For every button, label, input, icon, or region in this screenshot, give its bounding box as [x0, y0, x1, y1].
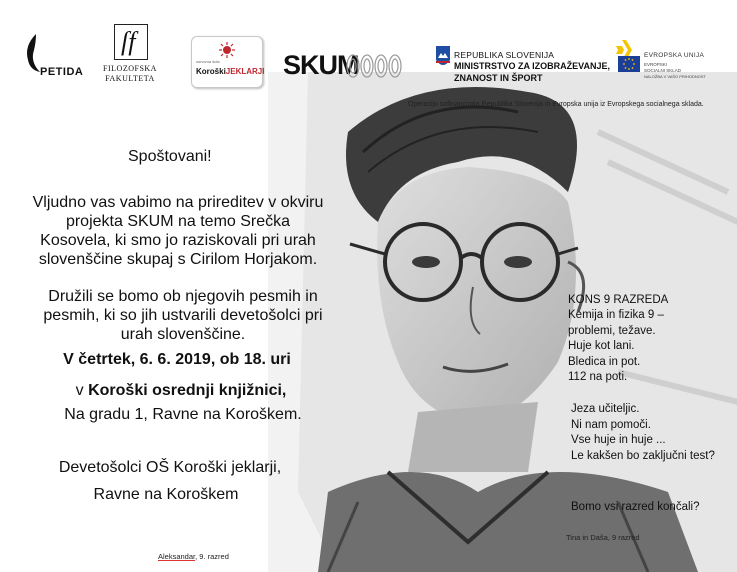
ministry-line1: REPUBLIKA SLOVENIJA [454, 50, 555, 60]
eu-flag-icon [618, 56, 640, 72]
ff-emblem-icon: ſf [114, 24, 148, 60]
event-address: Na gradu 1, Ravne na Koroškem. [64, 406, 302, 423]
eu-line4: NALOŽBA V VAŠO PRIHODNOST [644, 74, 706, 79]
event-venue: v Koroški osrednji knjižnici, [75, 382, 287, 399]
poem-stanza-2: Jeza učiteljic. Ni nam pomoči. Vse huje in huje ... Le kakšen bo zaključni test? [571, 403, 715, 462]
sun-cog-icon [219, 42, 235, 58]
slovenia-crest-icon [436, 46, 450, 70]
event-date-time: V četrtek, 6. 6. 2019, ob 18. uri [63, 351, 291, 368]
organizer-line-2: Ravne na Koroškem [93, 486, 239, 503]
poem-title: KONS 9 RAZREDA [568, 294, 669, 306]
kj-logo-name: KoroškiJEKLARJI [196, 67, 265, 76]
poem-last-line: Bomo vsi razred končali? [571, 501, 700, 513]
ff-logo-line1: FILOZOFSKA [103, 64, 157, 73]
petida-logo-text: PETIDA [40, 66, 84, 78]
invitation-paragraph-2: Družili se bomo ob njegovih pesmih in pesmih, ki so jih ustvarili devetošolci pri urah slovenščine. [43, 288, 323, 343]
petida-swirl-icon [22, 32, 42, 74]
koroski-jeklarji-logo [191, 36, 263, 88]
co-financing-note: Operacijo sofinancirata Republika Slovenija in Evropska unija iz Evropskega socialnega sklada. [408, 101, 704, 108]
fingerprint-icon [345, 52, 405, 80]
eu-line1: EVROPSKA UNIJA [644, 52, 705, 59]
ministry-logo [436, 44, 611, 94]
skum-logo [283, 50, 413, 84]
ministry-line3: ZNANOST IN ŠPORT [454, 73, 543, 83]
drawing-credit: Aleksandar, 9. razred [158, 552, 229, 561]
ministry-line2: MINISTRSTVO ZA IZOBRAŽEVANJE, [454, 61, 611, 71]
greeting: Spoštovani! [128, 148, 212, 165]
filozofska-fakulteta-logo [100, 24, 160, 86]
poem-credit: Tina in Daša, 9 razred [566, 533, 640, 542]
poem-stanza-1: Kemija in fizika 9 – problemi, težave. Huje kot lani. Bledica in pot. 112 na poti. [568, 309, 664, 383]
organizer-line-1: Devetošolci OŠ Koroški jeklarji, [58, 459, 282, 476]
eu-line2: EVROPSKI [644, 62, 668, 67]
kj-logo-small: osnovna šola [196, 59, 220, 64]
eu-social-fund-logo [614, 38, 724, 100]
petida-logo [18, 30, 84, 86]
eu-line3: SOCIALNI SKLAD [644, 68, 682, 73]
skum-logo-text: SKUM [283, 50, 359, 80]
invitation-paragraph-1: Vljudno vas vabimo na prireditev v okviru projekta SKUM na temo Srečka Kosovela, ki smo jo raziskovali pri urah slovenščine skupaj s Cirilom Horjakom. [32, 194, 324, 268]
ff-logo-line2: FAKULTETA [105, 74, 155, 83]
